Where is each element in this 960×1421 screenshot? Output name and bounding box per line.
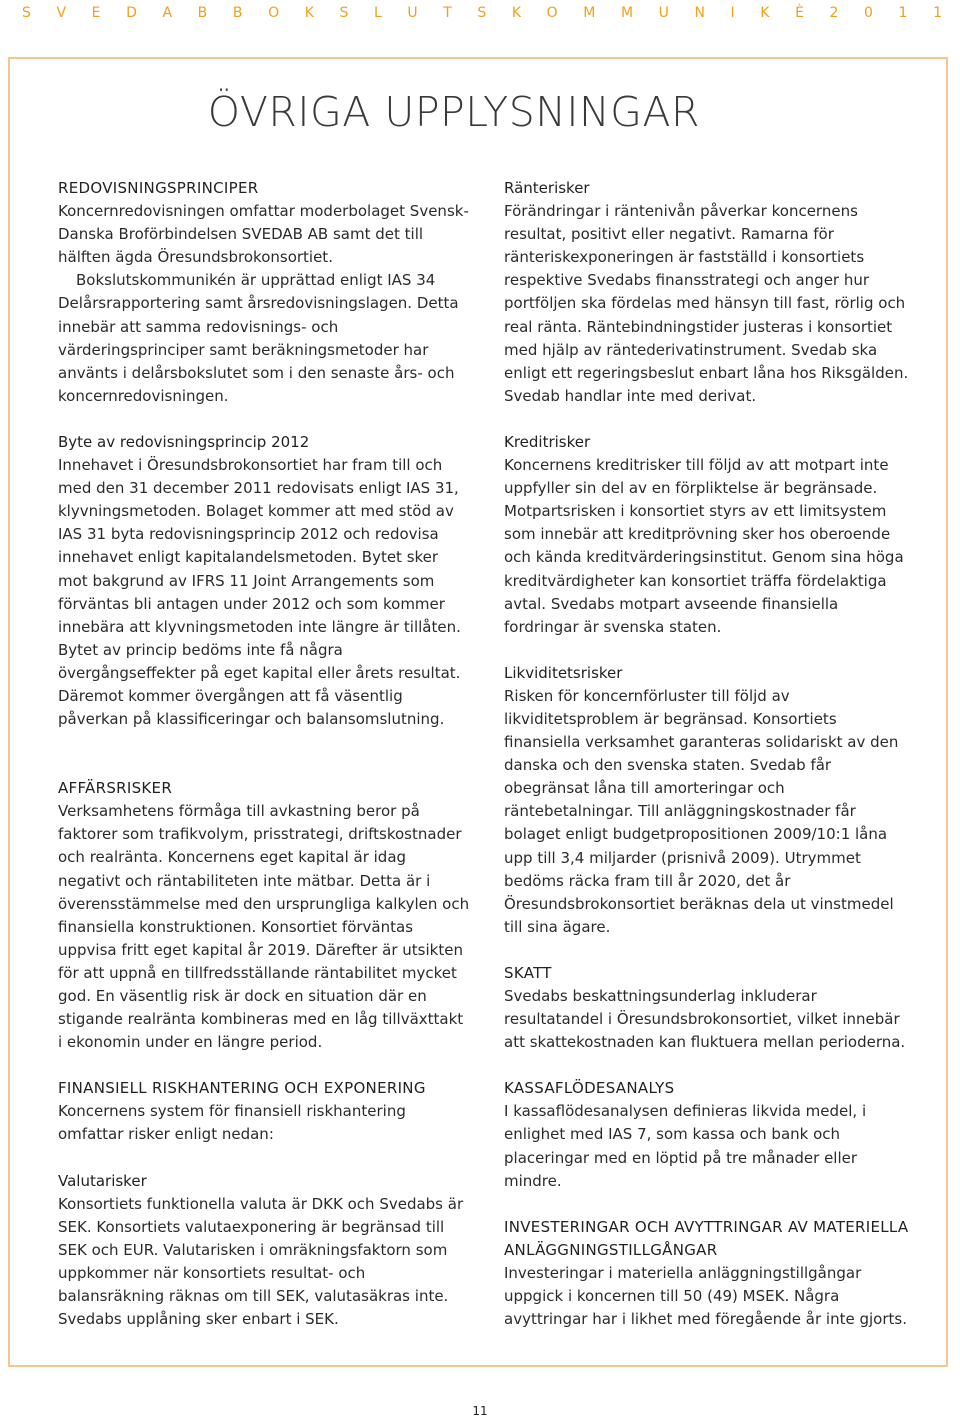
header-letter: E	[91, 5, 101, 21]
subheading-ranterisker: Ränterisker	[504, 179, 590, 197]
header-letter: I	[730, 5, 735, 21]
subheading-kreditrisker: Kreditrisker	[504, 432, 591, 451]
header-letter: S	[22, 5, 31, 21]
header-letter: O	[268, 5, 280, 21]
header-letter: S	[339, 5, 349, 21]
page-title: ÖVRIGA UPPLYSNINGAR	[207, 88, 700, 136]
header-letter: È	[795, 5, 804, 21]
left-column	[58, 177, 470, 1331]
paragraph-redovisning-2: Bokslutskommunikén är upprättad enligt IAS 34 Delårsrapportering samt årsredovisningslagen. Detta innebär att samma redovisnings- och värderingsprinciper samt beräkningsmetoder har använts i delårsbokslutet som i den senaste års- och koncernredovisningen.	[58, 271, 459, 405]
header-letter: U	[658, 5, 669, 21]
header-letter: 1	[933, 5, 942, 21]
running-header	[22, 5, 942, 25]
paragraph-redovisning-1: Koncernredovisningen omfattar moderbolaget Svensk-Danska Broförbindelsen SVEDAB AB samt det till hälften ägda Öresundsbrokonsortiet.	[58, 202, 469, 267]
section-heading-finansiell-riskhantering: FINANSIELL RISKHANTERING OCH EXPONERING	[58, 1079, 426, 1098]
section-heading-kassaflodesanalys: KASSAFLÖDESANALYS	[504, 1079, 675, 1098]
header-letter: M	[583, 5, 596, 21]
header-letter: B	[197, 5, 208, 21]
header-letter: U	[407, 5, 418, 21]
paragraph-affarsrisker: Verksamhetens förmåga till avkastning beror på faktorer som trafikvolym, prisstrategi, driftskostnader och realränta. Koncernens eget kapital är idag negativt och räntabiliteten inte mätbar. Detta är i överensstämmelse med den ursprungliga kalkylen och finansiella konstruktionen. Konsortiet förväntas uppvisa fritt eget kapital år 2019. Därefter är utsikten för att uppnå en tillfredsställande räntabilitet mycket god. En väsentlig risk är dock en situation där en stigande realränta kombineras med en låg tillväxttakt i ekonomin under en längre period.	[58, 802, 470, 1052]
paragraph-finansiell-riskhantering: Koncernens system för finansiell riskhantering omfattar risker enligt nedan:	[58, 1102, 406, 1144]
header-letter: 2	[829, 5, 839, 21]
header-letter: 1	[898, 5, 908, 21]
header-letter: O	[546, 5, 558, 21]
header-letter: A	[162, 5, 173, 21]
section-heading-redovisningsprinciper: REDOVISNINGSPRINCIPER	[58, 179, 259, 197]
subheading-likviditetsrisker: Likviditetsrisker	[504, 663, 623, 682]
paragraph-investeringar: Investeringar i materiella anläggningstillgångar uppgick i koncernen till 50 (49) MSEK. Några avyttringar har i likhet med föregående år inte gjorts.	[504, 1263, 907, 1329]
subheading-valutarisker: Valutarisker	[58, 1171, 147, 1190]
paragraph-skatt: Svedabs beskattningsunderlag inkluderar resultatandel i Öresundsbrokonsortiet, vilket innebär att skattekostnaden kan fluktuera mellan perioderna.	[504, 987, 906, 1052]
paragraph-kassaflodesanalys: I kassaflödesanalysen definieras likvida medel, i enlighet med IAS 7, som kassa och bank och placeringar med en löptid på tre månader eller mindre.	[504, 1102, 867, 1190]
header-letter: T	[443, 5, 452, 21]
paragraph-byte: Innehavet i Öresundsbrokonsortiet har fram till och med den 31 december 2011 redovisats enligt IAS 31, klyvningsmetoden. Bolaget kommer att med stöd av IAS 31 byta redovisningsprincip 2012 och redovisa innehavet enligt kapitalandelsmetoden. Bytet sker mot bakgrund av IFRS 11 Joint Arrangements som förväntas bli antagen under 2012 och som kommer innebära att klyvningsmetoden inte längre är tillåten. Bytet av princip bedöms inte få några övergångseffekter på eget kapital eller årets resultat. Däremot kommer övergången att få väsentlig påverkan på klassificeringar och balansomslutning.	[58, 456, 461, 729]
subheading-byte-redovisningsprincip: Byte av redovisningsprincip 2012	[58, 432, 310, 451]
section-heading-skatt: SKATT	[504, 963, 552, 982]
paragraph-valutarisker: Konsortiets funktionella valuta är DKK och Svedabs är SEK. Konsortiets valutaexponering är begränsad till SEK och EUR. Valutarisken i omräkningsfaktorn som uppkommer när konsortiets resultat- och balansräkning räknas om till SEK, valutasäkras inte. Svedabs upplåning sker enbart i SEK.	[58, 1194, 464, 1329]
header-letter: 0	[864, 5, 873, 21]
header-letter: K	[304, 5, 314, 21]
header-letter: K	[511, 5, 522, 21]
header-letter: N	[694, 5, 705, 21]
header-letter: L	[373, 5, 382, 21]
page-number: 11	[472, 1404, 488, 1418]
paragraph-likviditetsrisker: Risken för koncernförluster till följd av likviditetsproblem är begränsad. Konsortiets finansiella verksamhet garanteras solidariskt av den danska och den svenska staten. Svedab får obegränsat låna till amorteringar och räntebetalningar. Till anläggningskostnader får bolaget enligt budgetpropositionen 2009/10:1 låna upp till 3,4 miljarder (prisnivå 2009). Utrymmet bedöms räcka fram till år 2020, det år Öresundsbrokonsortiet beräknas dela ut vinstmedel till sina ägare.	[504, 686, 899, 936]
header-letter: D	[126, 5, 137, 21]
header-letter: K	[760, 5, 770, 21]
header-letter: V	[56, 5, 67, 21]
right-column	[504, 177, 916, 1331]
paragraph-ranterisker: Förändringar i räntenivån påverkar koncernens resultat, positivt eller negativt. Ramarna för ränteriskexponeringen är fastställd i konsortiets respektive Svedabs finansstrategi och anger hur portföljen ska fördelas med hänsyn till fast, rörlig och real ränta. Räntebindningstider justeras i konsortiet med hjälp av räntederivatinstrument. Svedab ska enligt ett regeringsbeslut enbart låna hos Riksgälden. Svedab handlar inte med derivat.	[504, 202, 909, 405]
paragraph-kreditrisker: Koncernens kreditrisker till följd av att motpart inte uppfyller sin del av en förpliktelse är begränsade. Motpartsrisken i konsortiet styrs av ett limitsystem som innebär att kreditprövning sker hos oberoende och kända kreditvärderingsinstitut. Genom sina höga kreditvärdigheter kan konsortiet träffa fördelaktiga avtal. Svedabs motpart avseende finansiella fordringar är svenska staten.	[504, 456, 904, 636]
header-letter: S	[477, 5, 487, 21]
header-letter: M	[620, 5, 634, 21]
header-letter: B	[232, 5, 243, 21]
section-heading-investeringar: INVESTERINGAR OCH AVYTTRINGAR AV MATERIELLA ANLÄGGNINGSTILLGÅNGAR	[504, 1217, 909, 1259]
section-heading-affarsrisker: AFFÄRSRISKER	[58, 779, 173, 798]
